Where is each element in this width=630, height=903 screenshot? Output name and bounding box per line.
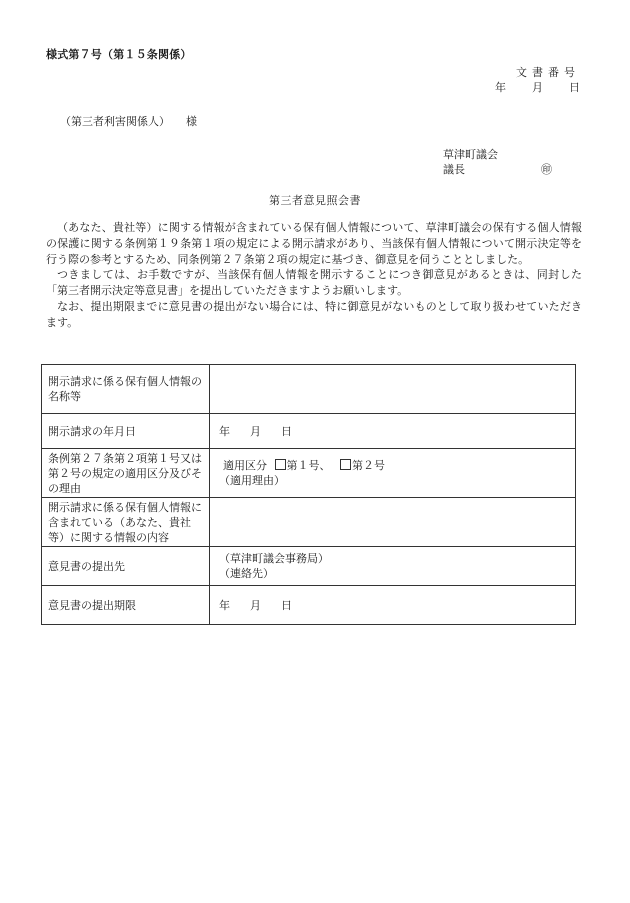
date-day: 日 [281, 424, 292, 438]
date-month: 月 [532, 81, 543, 94]
request-date-field[interactable] [210, 414, 576, 449]
sender-title: 議長 [443, 163, 465, 176]
table-row [42, 498, 576, 547]
table-row [42, 547, 576, 586]
office-name: （草津町議会事務局） [219, 552, 329, 565]
option2-label: 第２号 [352, 459, 385, 472]
document-title: 第三者意見照会書 [269, 194, 361, 207]
addressee [60, 115, 197, 129]
row-label: 開示請求に係る保有個人情報の名称等 [42, 365, 210, 414]
category-label: 適用区分 [223, 459, 267, 472]
date-month: 月 [250, 424, 261, 438]
seal-mark: ㊞ [541, 163, 552, 176]
addressee-honorific: 様 [186, 115, 197, 128]
option1-checkbox[interactable] [275, 459, 286, 470]
info-content-field[interactable] [210, 498, 576, 547]
sender-organization: 草津町議会 [443, 148, 498, 161]
date-day: 日 [281, 598, 292, 612]
option2-checkbox[interactable] [340, 459, 351, 470]
table-row [42, 586, 576, 625]
body-paragraph: （あなた、貴社等）に関する情報が含まれている保有個人情報について、草津町議会の保有する個人情報の保護に関する条例第１９条第１項の規定による開示請求があり、当該保有個人情報について開示決定等を行う際の参考とするため、同条例第２７条第２項の規定に基づき、御意見を伺うこととしました。 [46, 221, 582, 266]
row-label: 意見書の提出期限 [42, 586, 210, 625]
date-month: 月 [250, 598, 261, 612]
date-day: 日 [569, 81, 580, 94]
table-row [42, 365, 576, 414]
row-label: 条例第２７条第２項第１号又は第２号の規定の適用区分及びその理由 [42, 449, 210, 498]
row-label: 意見書の提出先 [42, 547, 210, 586]
table-row [42, 414, 576, 449]
body-paragraph: つきましては、お手数ですが、当該保有個人情報を開示することにつき御意見があるときは、同封した「第三者開示決定等意見書」を提出していただきますようお願いします。 [46, 268, 582, 298]
category-field [210, 449, 576, 498]
date-year: 年 [495, 81, 506, 94]
deadline-field[interactable] [210, 586, 576, 625]
body-paragraph: なお、提出期限までに意見書の提出がない場合には、特に御意見がないものとして取り扱わせていただきます。 [46, 299, 582, 329]
table-row [42, 449, 576, 498]
info-name-field[interactable] [210, 365, 576, 414]
issue-date [495, 81, 580, 95]
body-text [46, 220, 582, 331]
submission-destination-field [210, 547, 576, 586]
date-year: 年 [219, 598, 230, 612]
row-label: 開示請求の年月日 [42, 414, 210, 449]
form-number: 様式第７号（第１５条関係） [46, 48, 192, 61]
reason-label: （適用理由） [219, 474, 285, 487]
info-table [41, 364, 576, 625]
document-number-label: 文書番号 [516, 66, 580, 79]
date-year: 年 [219, 424, 230, 438]
addressee-name: （第三者利害関係人） [60, 115, 170, 128]
category-line [219, 458, 571, 473]
option1-label: 第１号、 [286, 459, 331, 472]
contact-label: （連絡先） [219, 567, 274, 580]
row-label: 開示請求に係る保有個人情報に含まれている（あなた、貴社等）に関する情報の内容 [42, 498, 210, 547]
